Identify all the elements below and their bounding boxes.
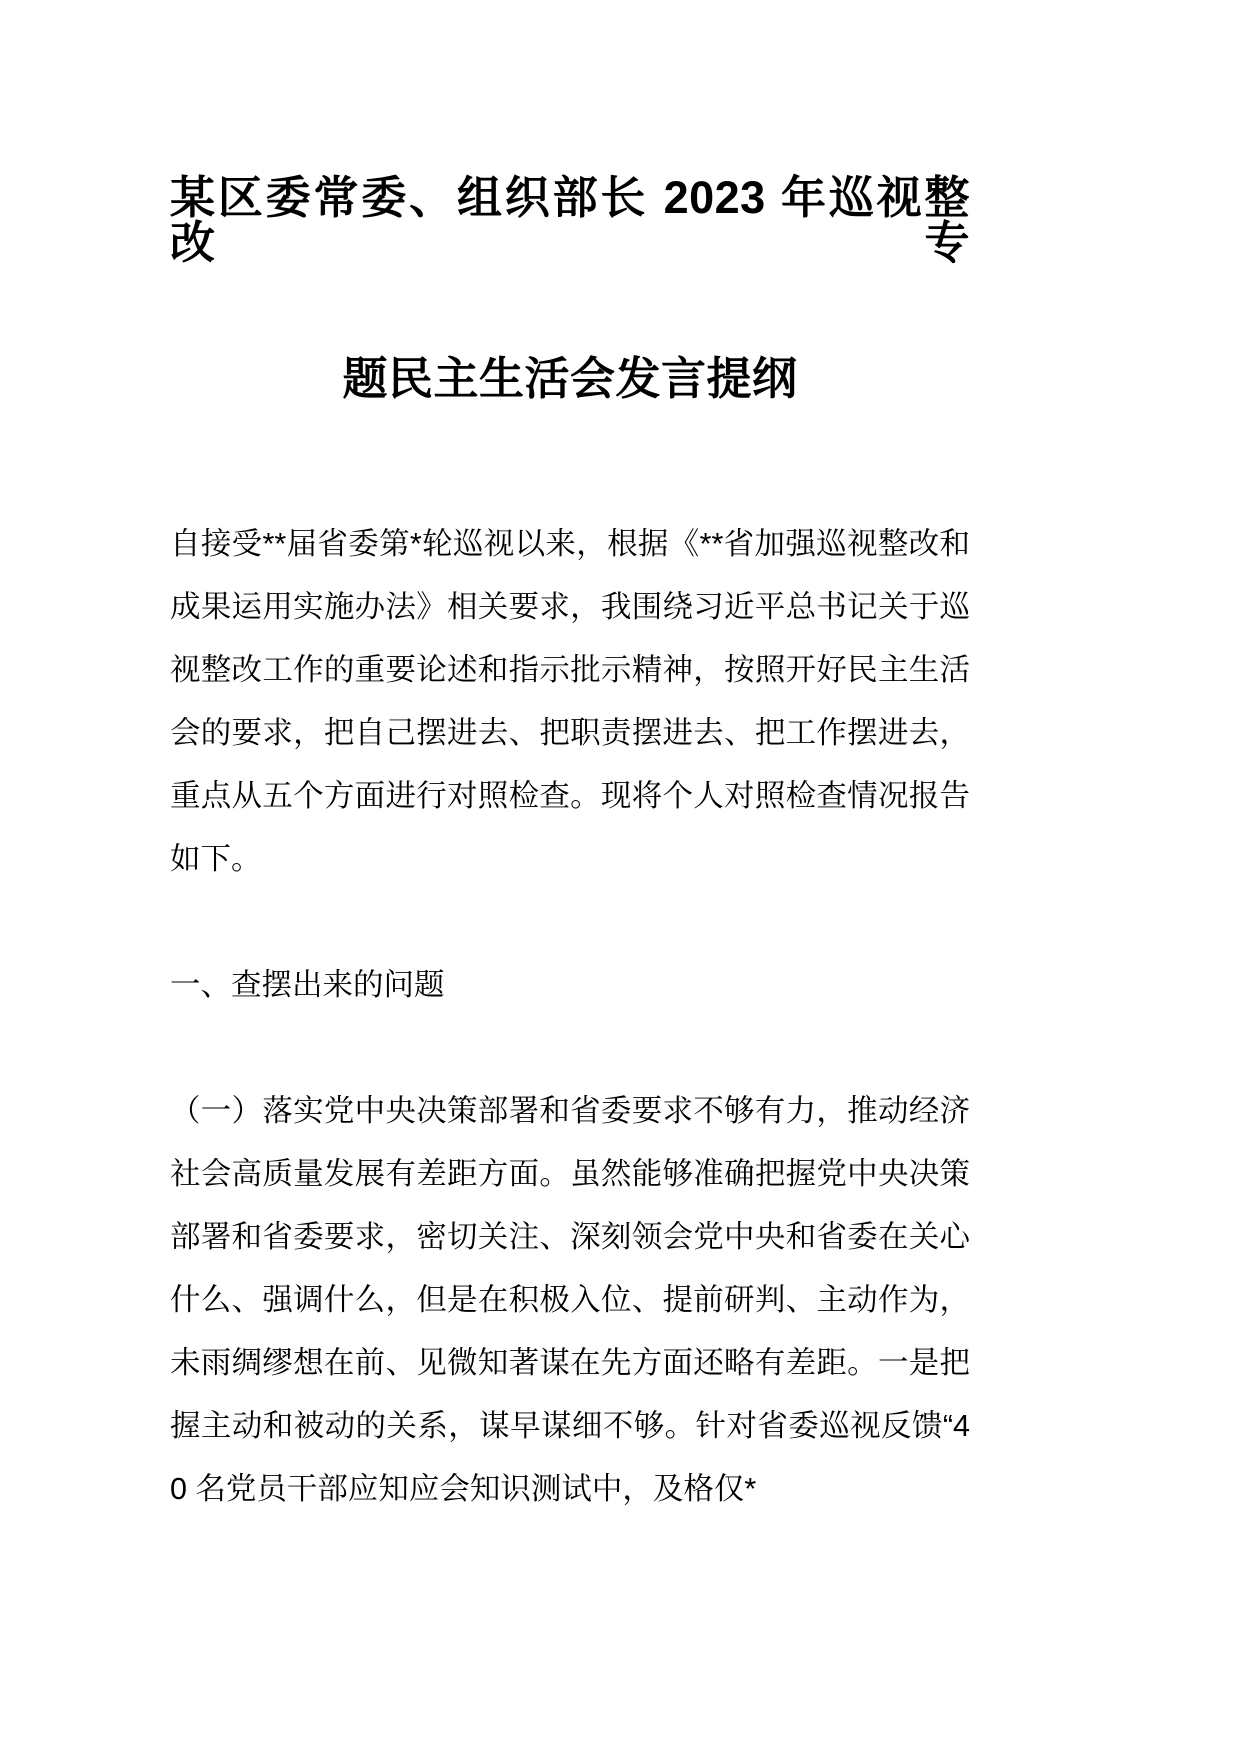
document-content [170,0,970,1521]
paragraph-item-one: （一）落实党中央决策部署和省委要求不够有力，推动经济社会高质量发展有差距方面。虽然能够准确把握党中央决策部署和省委要求，密切关注、深刻领会党中央和省委在关心什么、强调什么，但是在积极入位、提前研判、主动作为，未雨绸缪想在前、见微知著谋在先方面还略有差距。一是把握主动和被动的关系，谋早谋细不够。针对省委巡视反馈“40 名党员干部应知应会知识测试中，及格仅* [170,1094,970,1506]
page-title-line-1: 某区委常委、组织部长 2023 年巡视整改专 [170,172,970,268]
paragraph-intro: 自接受**届省委第*轮巡视以来，根据《**省加强巡视整改和成果运用实施办法》相关要求，我围绕习近平总书记关于巡视整改工作的重要论述和指示批示精神，按照开好民主生活会的要求，把自己摆进去、把职责摆进去、把工作摆进去，重点从五个方面进行对照检查。现将个人对照检查情况报告如下。 [170,527,970,876]
section-heading-one: 一、查摆出来的问题 [170,968,445,1002]
page-title [170,0,970,404]
page-title-line-2: 题民主生活会发言提纲 [342,353,798,404]
document-body [170,513,970,1521]
